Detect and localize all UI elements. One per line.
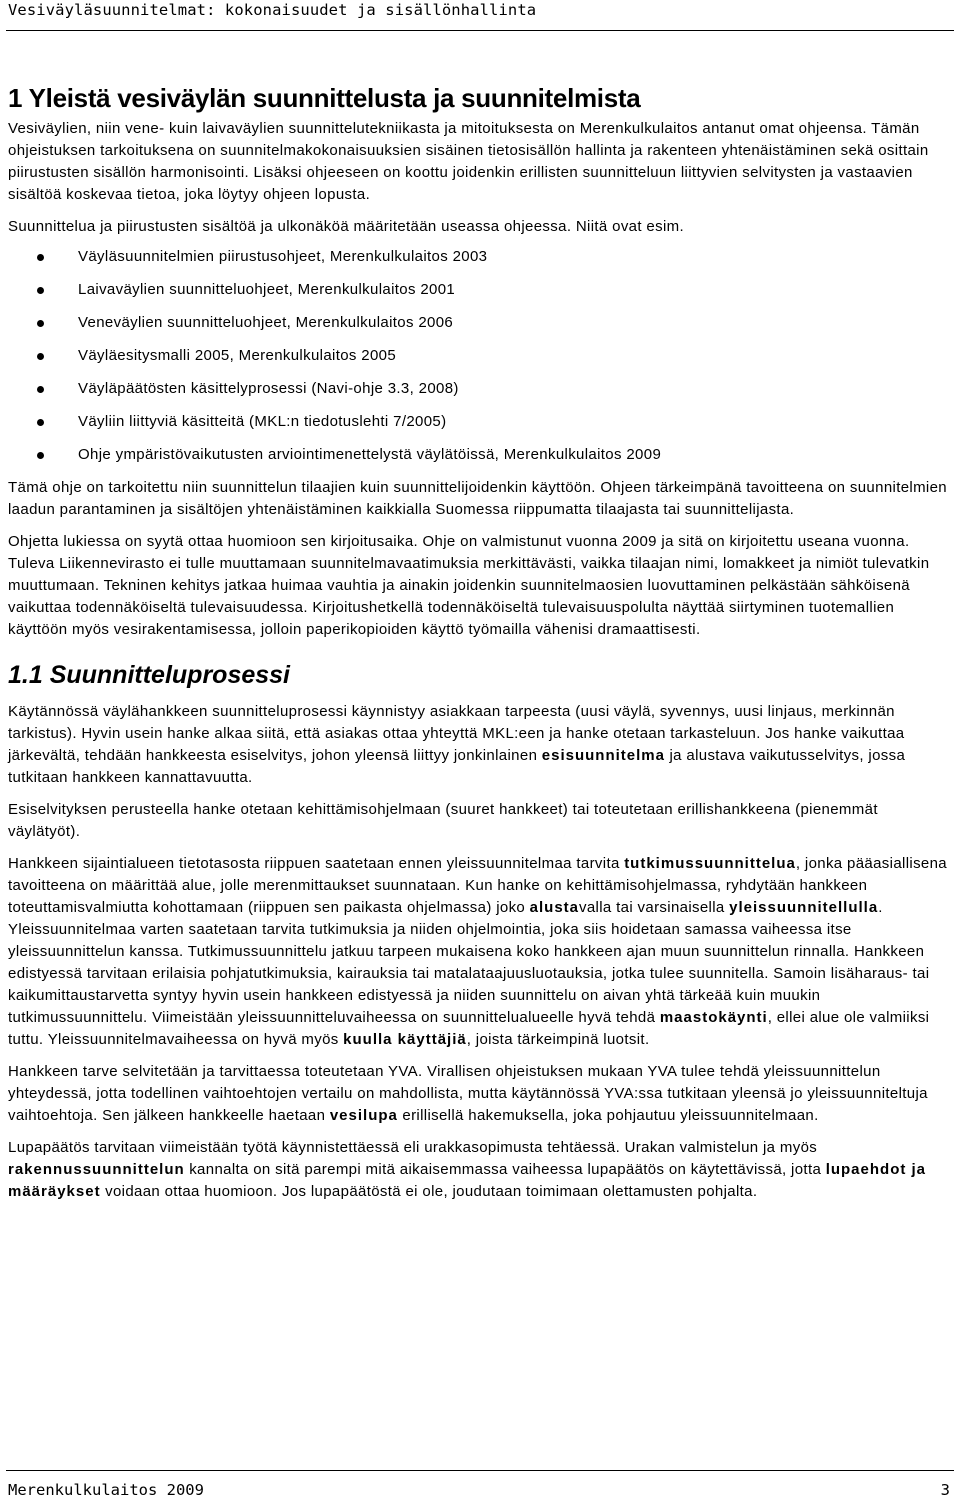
page-number: 3: [940, 1481, 950, 1499]
bullet-icon: [37, 320, 44, 327]
paragraph: [8, 1137, 952, 1203]
document-body: [8, 82, 952, 1213]
bold-term: kuulla käyttäjiä: [343, 1031, 467, 1048]
bullet-icon: [37, 353, 44, 360]
list-item-text: Veneväylien suunnitteluohjeet, Merenkulkulaitos 2006: [78, 314, 454, 331]
list-item: [8, 444, 952, 466]
header-title: Vesiväyläsuunnitelmat: kokonaisuudet ja sisällönhallinta: [8, 1, 537, 19]
text-run: voidaan ottaa huomioon. Jos lupapäätöstä ei ole, joudutaan toimimaan olettamusten pohjalta.: [100, 1183, 758, 1200]
text-run: Käytännössä väylähankkeen suunnitteluprosessi käynnistyy asiakkaan tarpeesta (uusi väylä, syvennys, uusi linjaus, merkinnän tarkistus). Hyvin usein hanke alkaa siitä, että asiakas ottaa yhteyttä MKL:een ja hanke otetaan tarkasteluun. Jos hanke vaikuttaa järkevältä, tehdään hankkeesta esiselvitys, johon yleensä liittyy jonkinlainen: [8, 703, 905, 764]
bold-term: vesilupa: [329, 1107, 398, 1124]
paragraph: Suunnittelua ja piirustusten sisältöä ja ulkonäköä määritetään useassa ohjeessa. Niitä ovat esim.: [8, 218, 684, 235]
text-run: Hankkeen tarve selvitetään ja tarvittaessa toteutetaan YVA. Virallisen ohjeistuksen mukaan YVA tulee tehdä yleissuunnittelun yhteydessä, jotta todellinen vaihtoehtojen vertailu on mahdollista, mutta käytännössä YVA:ssa tutkitaan yleensä jo yleissuunniteltuja vaihtoehtoja. Sen jälkeen hankkeelle haetaan: [8, 1063, 928, 1124]
list-item: [8, 411, 952, 433]
list-item: [8, 345, 952, 367]
footer-publisher: Merenkulkulaitos 2009: [8, 1481, 204, 1499]
paragraph: Tämä ohje on tarkoitettu niin suunnittelun tilaajien kuin suunnittelijoidenkin käyttöön. Ohjeen tärkeimpänä tavoitteena on suunnitelmien laadun parantaminen ja sisältöjen yhtenäistäminen kaikkialla Suomessa riippumatta tilaajasta tai suunnittelijasta.: [8, 479, 947, 518]
list-item: [8, 378, 952, 400]
subsection-heading: 1.1 Suunnitteluprosessi: [8, 661, 291, 689]
text-run: , joista tärkeimpinä luotsit.: [466, 1031, 650, 1048]
list-item-text: Väyliin liittyviä käsitteitä (MKL:n tiedotuslehti 7/2005): [78, 413, 447, 430]
bullet-icon: [37, 287, 44, 294]
list-item-text: Väyläpäätösten käsittelyprosessi (Navi-ohje 3.3, 2008): [78, 380, 459, 397]
bold-term: lupaehdot ja määräykset: [8, 1161, 927, 1200]
paragraph: [8, 701, 952, 789]
bullet-icon: [37, 386, 44, 393]
section-heading: 1 Yleistä vesiväylän suunnittelusta ja suunnitelmista: [8, 83, 641, 113]
list-item-text: Väyläesitysmalli 2005, Merenkulkulaitos 2005: [78, 347, 397, 364]
text-run: erillisellä hakemuksella, joka pohjautuu yleissuunnitelmaan.: [397, 1107, 819, 1124]
bullet-icon: [37, 452, 44, 459]
bold-term: tutkimussuunnittelua: [624, 855, 796, 872]
list-item: [8, 246, 952, 268]
text-run: valla tai varsinaisella: [579, 899, 730, 916]
bold-term: rakennussuunnittelun: [8, 1161, 185, 1178]
text-run: ja alustava vaikutusselvitys, jossa tutkitaan hankkeen kannattavuutta.: [8, 747, 906, 786]
guideline-list: [8, 246, 952, 466]
bold-term: yleissuunnitellulla: [729, 899, 879, 916]
text-run: , jonka pääasiallisena tavoitteena on määrittää alue, jolle merenmittaukset suunnataan. Kun hanke on kehittämisohjelmassa, ryhdytään hankkeen toteuttamisvalmiutta kohottamaan (riippuen sen paikasta ohjelmassa) joko: [8, 855, 947, 916]
list-item: [8, 312, 952, 334]
text-run: , ellei alue ole valmiiksi tuttu. Yleissuunnitelmavaiheessa on hyvä myös: [8, 1009, 930, 1048]
bullet-icon: [37, 419, 44, 426]
paragraph: [8, 1061, 952, 1127]
paragraph: Ohjetta lukiessa on syytä ottaa huomioon sen kirjoitusaika. Ohje on valmistunut vuonna 2009 ja sitä on kirjoitettu useana vuonna. Tuleva Liikennevirasto ei tulle muuttamaan suunnitelmavaatimuksia merkittävästi, vaikka tilaajan nimi, lomakkeet ja nimiöt tulevatkin muuttumaan. Tekninen kehitys jatkaa huimaa vauhtia ja ainakin joidenkin suunnitelmaosien luovuttaminen pelkästään sähköisenä vaikuttaa todennäköiseltä tulevaisuudessa. Kirjoitushetkellä todennäköiseltä tulevaisuuspolulta näyttää siirtyminen tuotemallien käyttöön myös vesirakentamisessa, jolloin paperikopioiden käyttö työmailla vähenisi dramaattisesti.: [8, 533, 930, 638]
text-run: Lupapäätös tarvitaan viimeistään työtä käynnistettäessä eli urakkasopimusta tehtäessä. Urakan valmistelun ja myös: [8, 1139, 818, 1156]
page-header: [6, 0, 954, 31]
text-run: kannalta on sitä parempi mitä aikaisemmassa vaiheessa lupapäätös on käytettävissä, jotta: [184, 1161, 826, 1178]
bold-term: maastokäynti: [659, 1009, 768, 1026]
paragraph: [8, 853, 952, 1051]
list-item: [8, 279, 952, 301]
paragraph: Esiselvityksen perusteella hanke otetaan kehittämisohjelmaan (suuret hankkeet) tai toteutetaan erillishankkeena (pienemmät väylätyöt).: [8, 801, 878, 840]
text-run: . Yleissuunnitelmaa varten saatetaan tarvita tutkimuksia ja niiden ohjelmointia, joka siis hoidetaan samassa vaiheessa itse yleissuunnittelun kanssa. Tutkimussuunnittelu jatkuu tarpeen mukaisena koko hankkeen ajan muun suunnittelun rinnalla. Hankkeen edistyessä tarvitaan erilaisia pohjatutkimuksia, kairauksia tai matalataajuusluotauksia, jotka tulee suunnitella. Samoin lisäharaus- tai kaikumittaustarvetta syntyy hyvin usein hankkeen edistyessä ja niiden suunnittelu on aivan yhtä tärkeää kuin muukin tutkimussuunnittelu. Viimeistään yleissuunnitteluvaiheessa on suunnittelualueelle hyvä tehdä: [8, 899, 930, 1026]
bold-term: alusta: [529, 899, 579, 916]
list-item-text: Laivaväylien suunnitteluohjeet, Merenkulkulaitos 2001: [78, 281, 456, 298]
text-run: Hankkeen sijaintialueen tietotasosta riippuen saatetaan ennen yleissuunnitelmaa tarvita: [8, 855, 625, 872]
list-item-text: Väyläsuunnitelmien piirustusohjeet, Merenkulkulaitos 2003: [78, 248, 488, 265]
bullet-icon: [37, 254, 44, 261]
paragraph: Vesiväylien, niin vene- kuin laivaväylien suunnittelutekniikasta ja mitoituksesta on Merenkulkulaitos antanut omat ohjeensa. Tämän ohjeistuksen tarkoituksena on suunnitelmakokonaisuuksien sisäinen tietosisällön hallinta ja rakenteen yhtenäistäminen sekä osittain piirustusten sisällön harmonisointi. Lisäksi ohjeeseen on koottu joidenkin erillisten suunnitteluun liittyvien selvitysten ja vastaavien sisältöä koskevaa tietoa, joka löytyy ohjeen lopusta.: [8, 120, 929, 203]
page-footer: [6, 1470, 954, 1501]
list-item-text: Ohje ympäristövaikutusten arviointimenettelystä väylätöissä, Merenkulkulaitos 2009: [78, 446, 662, 463]
bold-term: esisuunnitelma: [541, 747, 665, 764]
